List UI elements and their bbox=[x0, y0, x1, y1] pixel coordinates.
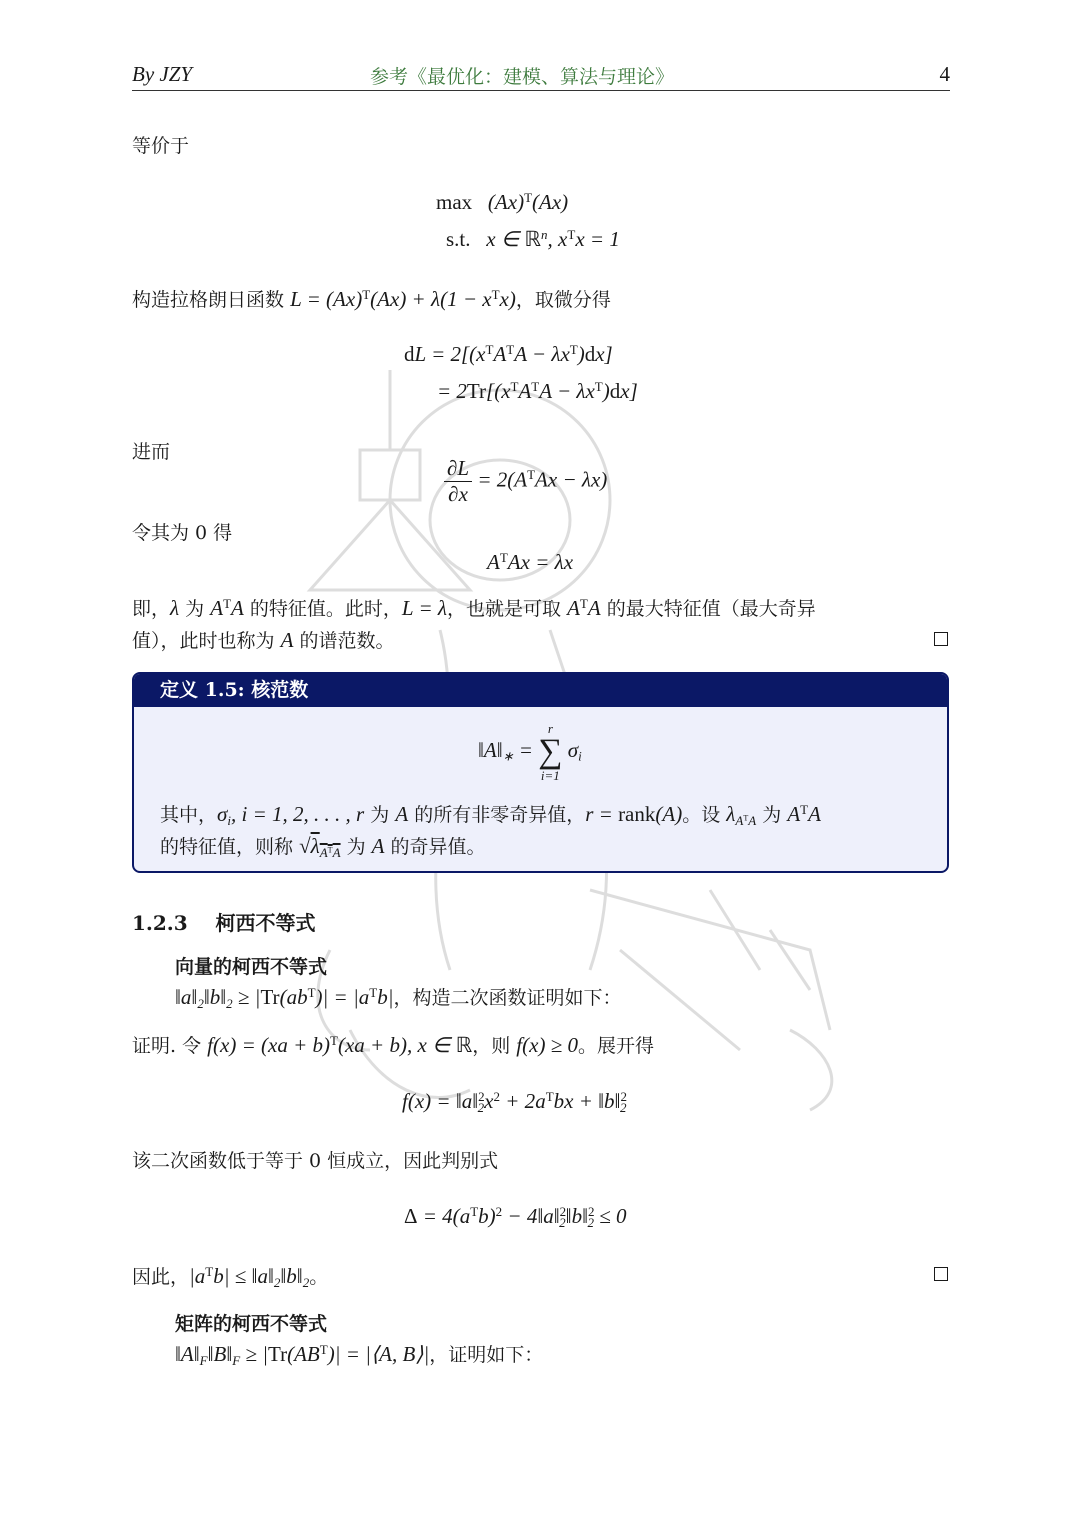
lagrangian-prefix: 构造拉格朗日函数 bbox=[132, 289, 285, 311]
qed-symbol bbox=[934, 1267, 948, 1281]
equation-max: $\max (Ax)^T(Ax)$ bbox=[436, 189, 569, 214]
equation-gradient: $\frac{\partial L}{\partial x}$ = $2(A^TAx - \lambda x)$ bbox=[444, 456, 607, 507]
section-title: 柯西不等式 bbox=[215, 911, 316, 935]
definition-text-line1: 其中，$\sigma_i$, i = 1, 2, . . . , r 为 A 的所有非零奇异值，r = rank(A)。设 $\lambda_{A^TA}$ 为 $A^TA$ bbox=[160, 801, 821, 828]
header-book-title: 参考《最优化：建模、算法与理论》 bbox=[370, 66, 675, 88]
subsection-matrix-title: 矩阵的柯西不等式 bbox=[175, 1313, 328, 1335]
text-fragment: 的最大特征值（最大奇异 bbox=[606, 598, 816, 620]
text-fragment: 的特征值。此时， bbox=[249, 598, 402, 620]
equation-constraint: s.t. x ∈ ℝ$^n$, $x^Tx = 1$ bbox=[446, 226, 620, 251]
section-number: 1.2.3 bbox=[132, 911, 188, 935]
paragraph-discriminant: 该二次函数低于等于 0 恒成立，因此判别式 bbox=[132, 1150, 499, 1172]
equation-discriminant: $\Delta = 4(a^Tb)^2$ − 4‖a‖$^2_2$‖b‖$^2_2$ ≤ 0 bbox=[404, 1203, 627, 1230]
text-fragment: ，则 bbox=[472, 1035, 511, 1057]
text-fragment: 为 bbox=[185, 598, 205, 620]
section-heading bbox=[132, 907, 316, 936]
text-fragment: 为 bbox=[370, 804, 390, 826]
equation-eigen: $A^TAx = \lambda x$ bbox=[487, 549, 574, 574]
text-fragment: 因此， bbox=[132, 1266, 190, 1288]
equation-differential-1: dL = $2[(x^TA^TA - \lambda x^T)dx]$ bbox=[404, 341, 613, 366]
running-header bbox=[132, 62, 950, 91]
vector-inequality-line: $‖a‖_2‖b‖_2 \ge |Tr(ab^T)| = |a^Tb|$，构造二次函数证明如下： bbox=[175, 984, 622, 1011]
text-fragment: 。 bbox=[309, 1266, 329, 1288]
paragraph-conclusion-line1: 即，λ 为 $A^TA$ 的特征值。此时，L = λ，也就是可取 $A^TA$ 的最大特征值（最大奇异 bbox=[132, 595, 816, 620]
page-number: 4 bbox=[939, 62, 950, 86]
definition-text-line2: 的特征值，则称 $√\lambda_{A^TA}$ 为 A 的奇异值。 bbox=[160, 834, 486, 860]
paragraph-set-zero: 令其为 0 得 bbox=[132, 522, 233, 544]
text-fragment: 为 bbox=[346, 836, 366, 858]
qed-symbol bbox=[934, 632, 948, 646]
text-fragment: 。设 bbox=[682, 804, 721, 826]
subsection-vector-title: 向量的柯西不等式 bbox=[175, 956, 328, 978]
text-fragment: 的谱范数。 bbox=[299, 630, 395, 652]
paragraph-then: 进而 bbox=[132, 441, 171, 463]
text-fragment: ，也就是可取 bbox=[447, 598, 562, 620]
paragraph-therefore: 因此，$|a^Tb|$ ≤ $‖a‖_2‖b‖_2$。 bbox=[132, 1263, 329, 1290]
text-fragment: 令 bbox=[182, 1035, 202, 1057]
matrix-inequality-line: $‖A‖_F‖B‖_F \ge |Tr(AB^T)|$ = |⟨A, B⟩|，证明如下： bbox=[175, 1341, 544, 1368]
text-fragment: 即， bbox=[132, 598, 171, 620]
text-fragment: 。展开得 bbox=[577, 1035, 654, 1057]
lagrangian-formula: $L = (Ax)^T(Ax) + \lambda(1 - x^Tx)$ bbox=[290, 286, 516, 311]
proof-label: 证明. bbox=[132, 1035, 177, 1057]
text-fragment: 的奇异值。 bbox=[390, 836, 486, 858]
paragraph-lagrangian bbox=[132, 285, 611, 312]
paragraph-conclusion-line2: 值），此时也称为 A 的谱范数。 bbox=[132, 628, 395, 652]
equation-nuclear-norm: $‖A‖_∗$ = r ∑ i=1 $\sigma_i$ bbox=[478, 721, 582, 783]
equation-differential-2: = $2Tr[(x^TA^TA - \lambda x^T)dx]$ bbox=[437, 378, 638, 403]
lagrangian-suffix: ，取微分得 bbox=[515, 289, 611, 311]
text-fragment: 其中， bbox=[160, 804, 218, 826]
paragraph-equivalent: 等价于 bbox=[132, 135, 190, 157]
definition-title: 定义 1.5: 核范数 bbox=[134, 674, 947, 707]
text-fragment: 值），此时也称为 bbox=[132, 630, 275, 652]
text-fragment: ，证明如下： bbox=[429, 1344, 544, 1366]
equation-quadratic: $f(x) = ‖a‖^2_2x^2 + 2a^Tbx$ + ‖b‖$^2_2$ bbox=[402, 1088, 627, 1115]
text-fragment: ，构造二次函数证明如下： bbox=[393, 987, 622, 1009]
text-fragment: 为 bbox=[762, 804, 782, 826]
text-fragment: 的特征值，则称 bbox=[160, 836, 294, 858]
text-fragment: 的所有非零奇异值， bbox=[414, 804, 586, 826]
proof-line: 证明. 令 f(x) = (xa + b)$^T$(xa + b), x ∈ ℝ，则 f(x) ≥ 0。展开得 bbox=[132, 1032, 654, 1057]
header-author: By JZY bbox=[132, 62, 193, 86]
